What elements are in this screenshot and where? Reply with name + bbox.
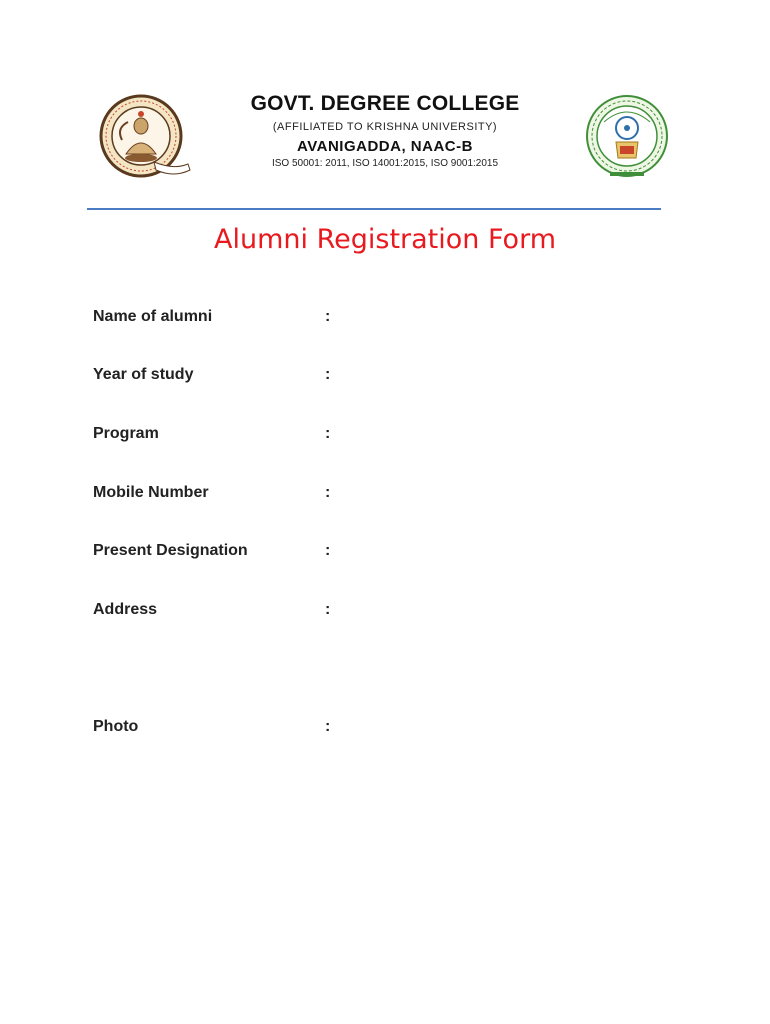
field-separator: : [325,601,331,618]
field-label-designation: Present Designation [93,542,248,559]
field-label-program: Program [93,425,159,442]
field-label-year: Year of study [93,366,194,383]
state-emblem-icon [582,92,672,184]
address-field[interactable] [350,600,660,690]
header-divider [87,208,661,210]
field-label-mobile: Mobile Number [93,484,209,501]
photo-field[interactable] [350,717,660,739]
field-separator: : [325,484,331,501]
college-name: GOVT. DEGREE COLLEGE [250,92,520,115]
field-separator: : [325,718,331,735]
field-label-name: Name of alumni [93,308,213,325]
present-designation-field[interactable] [350,541,660,563]
field-label-photo: Photo [93,718,139,735]
year-of-study-field[interactable] [350,365,660,387]
field-separator: : [325,542,331,559]
field-label-address: Address [93,601,158,618]
field-separator: : [325,308,331,325]
certifications-text: ISO 50001: 2011, ISO 14001:2015, ISO 9001:2015 [271,158,499,169]
mobile-number-field[interactable] [350,483,660,505]
field-separator: : [325,366,331,383]
location-text: AVANIGADDA, NAAC-B [297,138,473,155]
affiliation-text: (AFFILIATED TO KRISHNA UNIVERSITY) [272,121,498,133]
name-of-alumni-field[interactable] [350,307,660,329]
field-separator: : [325,425,331,442]
program-field[interactable] [350,424,660,446]
form-title: Alumni Registration Form [214,224,556,255]
